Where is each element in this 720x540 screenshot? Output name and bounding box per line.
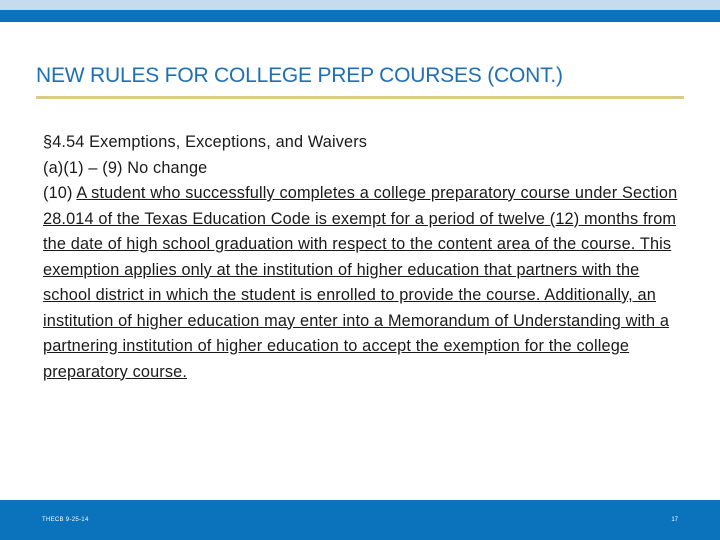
no-change-line: (a)(1) – (9) No change: [43, 158, 208, 177]
item-10-text: A student who successfully completes a college preparatory course under Section 28.014 of the Texas Education Code is exempt for a period of twelve (12) months from the date of high school graduation with respect to the content area of the course. This exemption applies only at the institution of higher education that partners with the school district in which the student is enrolled to provide the course. Additionally, an institution of higher education may enter into a Memorandum of Understanding with a partnering institution of higher education to accept the exemption for the college preparatory course.: [43, 184, 678, 381]
header-bar: [0, 10, 720, 22]
slide-body: [43, 130, 683, 385]
footer-bar: [0, 500, 720, 540]
header-accent-bar: [0, 0, 720, 10]
item-10: [43, 181, 683, 385]
title-divider: [36, 96, 684, 99]
page-number: 17: [671, 517, 678, 523]
slide-title: NEW RULES FOR COLLEGE PREP COURSES (CONT.): [36, 64, 563, 87]
footer-date-label: THECB 9-25-14: [42, 517, 89, 523]
item-10-prefix: (10): [43, 184, 77, 202]
section-heading: §4.54 Exemptions, Exceptions, and Waivers: [43, 133, 368, 151]
